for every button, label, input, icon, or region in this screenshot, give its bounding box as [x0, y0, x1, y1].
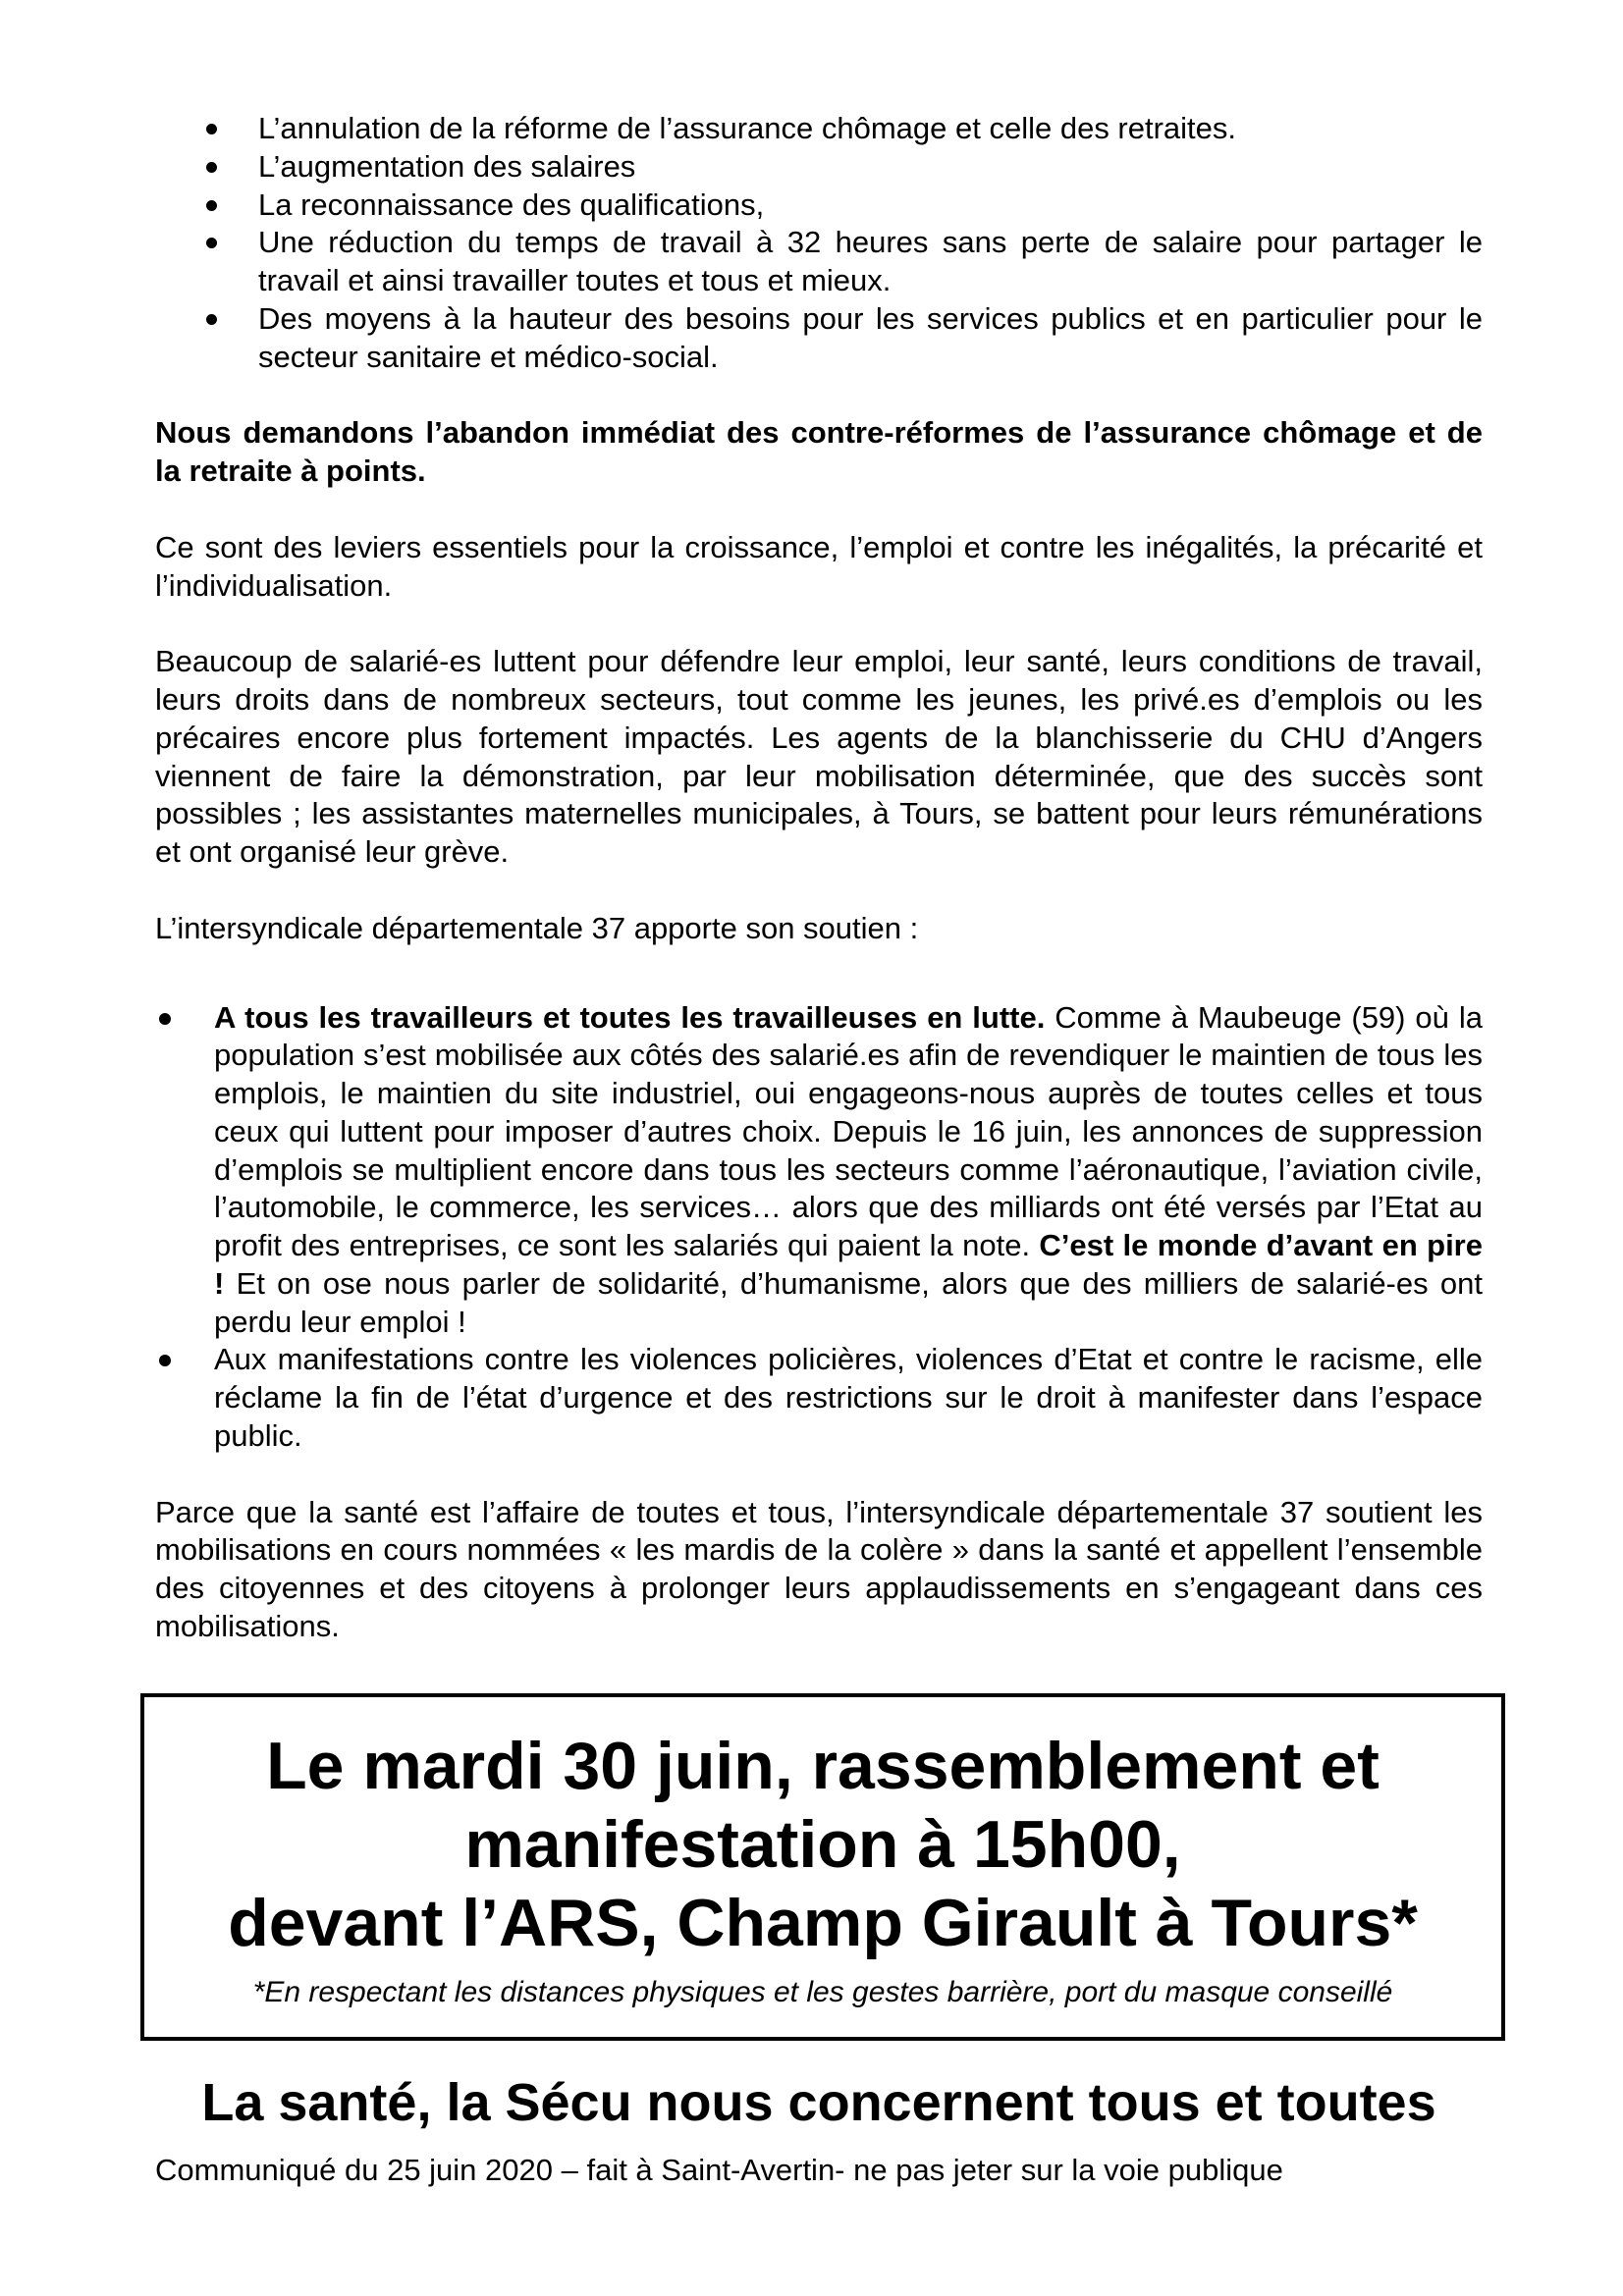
paragraph-parce-que: Parce que la santé est l’affaire de toutes et tous, l’intersyndicale départementale 37 soutient les mobilisations en cours nommées « les mardis de la colère » dans la santé et appellent l’ensemble des citoyennes et des citoyens à prolonger leurs applaudissements en s’engageant dans ces mobilisations.	[155, 1494, 1483, 1643]
demands-list-item: L’augmentation des salaires	[155, 148, 1483, 187]
demands-list-item: Des moyens à la hauteur des besoins pour les services publics et en particulier pour le secteur sanitaire et médico-social.	[155, 300, 1483, 377]
support-item1-text2: Et on ose nous parler de solidarité, d’humanisme, alors que des milliers de salarié-es ont perdu leur emploi !	[214, 1265, 1483, 1339]
slogan: La santé, la Sécu nous concernent tous et toutes	[201, 2072, 1436, 2132]
support-list-item-manifestations: Aux manifestations contre les violences policières, violences d’Etat et contre le racisme, elle réclame la fin de l’état d’urgence et des restrictions sur le droit à manifester dans l’espace public.	[155, 1341, 1483, 1455]
announcement-box	[140, 1693, 1505, 2041]
announcement-title-line2: manifestation à 15h00,	[464, 1806, 1181, 1882]
announcement-title-line1: Le mardi 30 juin, rassemblement et	[266, 1728, 1380, 1803]
support-item1-text1: Comme à Maubeuge (59) où la population s’est mobilisée aux côtés des salarié.es afin de revendiquer le maintien de tous les emplois, le maintien du site industriel, oui engageons-nous auprès de toutes celles et tous ceux qui luttent pour imposer d’autres choix. Depuis le 16 juin, les annonces de suppression d’emplois se multiplient encore dans tous les secteurs comme l’aéronautique, l’aviation civile, l’automobile, le commerce, les services… alors que des milliards ont été versés par l’Etat au profit des entreprises, ce sont les salariés qui paient la note.	[214, 999, 1483, 1262]
support-list	[155, 999, 1483, 1456]
support-item1-lead: A tous les travailleurs et toutes les travailleuses en lutte.	[214, 999, 1046, 1035]
footer-communique: Communiqué du 25 juin 2020 – fait à Saint-Avertin- ne pas jeter sur la voie publique	[155, 2153, 1283, 2188]
paragraph-intersyndicale: L’intersyndicale départementale 37 apporte son soutien :	[155, 910, 919, 945]
demands-list	[155, 110, 1483, 376]
support-list-item-travailleurs	[155, 999, 1483, 1342]
support-item1-monde-davant: C’est le monde d’avant en pire !	[214, 1228, 1483, 1301]
demands-list-item: L’annulation de la réforme de l’assurance chômage et celle des retraites.	[155, 110, 1483, 148]
demands-list-item: La reconnaissance des qualifications,	[155, 187, 1483, 225]
announcement-footnote: *En respectant les distances physiques et les gestes barrière, port du masque conseillé	[252, 1976, 1393, 2009]
demands-list-item: Une réduction du temps de travail à 32 heures sans perte de salaire pour partager le travail et ainsi travailler toutes et tous et mieux.	[155, 224, 1483, 300]
announcement-title-line3: devant l’ARS, Champ Girault à Tours*	[228, 1885, 1418, 1960]
paragraph-demand-abandon: Nous demandons l’abandon immédiat des contre-réformes de l’assurance chômage et de la retraite à points.	[155, 415, 1483, 488]
paragraph-leviers: Ce sont des leviers essentiels pour la croissance, l’emploi et contre les inégalités, la précarité et l’individualisation.	[155, 529, 1483, 603]
paragraph-luttes: Beaucoup de salarié-es luttent pour défendre leur emploi, leur santé, leurs conditions de travail, leurs droits dans de nombreux secteurs, tout comme les jeunes, les privé.es d’emplois ou les précaires encore plus fortement impactés. Les agents de la blanchisserie du CHU d’Angers viennent de faire la démonstration, par leur mobilisation déterminée, que des succès sont possibles ; les assistantes maternelles municipales, à Tours, se battent pour leurs rémunérations et ont organisé leur grève.	[155, 644, 1483, 869]
